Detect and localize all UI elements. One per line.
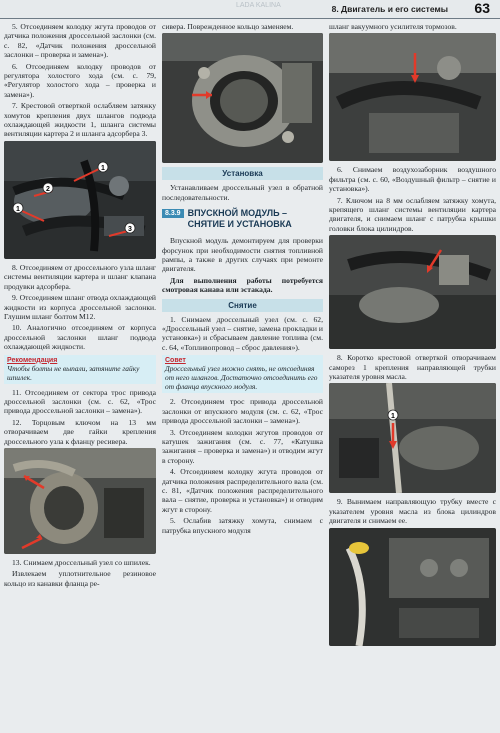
note-title: Рекомендация	[7, 356, 58, 364]
paragraph: Извлекаем уплотнительное резиновое кольцо из канавки фланца ре-	[4, 569, 156, 588]
install-heading: Установка	[162, 167, 323, 180]
page-header	[0, 0, 500, 19]
paragraph: 4. Отсоединяем колодку жгута проводов от датчика положения распределительного вала (см. с. 81, «Датчик положения распределительного вала – снятие, проверка и установка») и отводим жгут в сторону.	[162, 467, 323, 514]
removal-heading: Снятие	[162, 299, 323, 312]
header-ghost-text: LADA KALINA	[236, 2, 281, 9]
paragraph: 6. Отсоединяем колодку проводов от регулятора холостого хода (см. с. 79, «Регулятор холостого хода – проверка и замена»).	[4, 61, 156, 99]
paragraph: Для выполнения работы потребуется смотровая канава или эстакада.	[162, 275, 323, 295]
column-middle	[162, 22, 323, 733]
paragraph: 13. Снимаем дроссельный узел со шпилек.	[12, 557, 151, 567]
paragraph: 11. Отсоединяем от сектора трос привода дроссельной заслонки (см. с. 62, «Трос привода дроссельной заслонки – замена»).	[4, 387, 156, 416]
callout-3: 3	[128, 225, 132, 233]
recommendation-note	[4, 355, 156, 384]
photo-dipstick-screw	[329, 383, 496, 493]
photo-hoses	[4, 141, 156, 259]
callout-1: 1	[101, 164, 105, 172]
note-text: Чтобы болты не выпали, затяните гайку шпилек.	[7, 363, 140, 382]
paragraph: 6. Снимаем воздухозаборник воздушного фильтра (см. с. 60, «Воздушный фильтр – снятие и установка»).	[329, 165, 496, 194]
paragraph: 9. Отсоединяем шланг отвода охлаждающей жидкости из корпуса дроссельной заслонки. Глушим шланг болтом М12.	[4, 293, 156, 321]
callout-2: 2	[46, 185, 50, 193]
section-heading	[162, 208, 323, 230]
paragraph: 1. Снимаем дроссельный узел (см. с. 62, «Дроссельный узел – снятие, замена прокладки и установка») и сбрасываем давление топлива (см. с. 64, «Топливопровод – сброс давления»).	[162, 314, 323, 352]
paragraph: Устанавливаем дроссельный узел в обратной последовательности.	[162, 183, 323, 202]
photo-dipstick-tube	[329, 528, 496, 646]
paragraph: 7. Ключом на 8 мм ослабляем затяжку хомута, крепящего шланг системы вентиляции картера двигателя, и снимаем шланг с патрубка крышки головки блока цилиндров.	[329, 195, 496, 233]
column-left	[4, 22, 156, 733]
column-right	[329, 22, 496, 733]
paragraph: Впускной модуль демонтируем для проверки форсунок при необходимости снятия топливной рампы, а также в других случаях при ремонте двигателя.	[162, 236, 323, 274]
section-number: 8.3.9	[162, 209, 184, 218]
paragraph: шланг вакуумного усилителя тормозов.	[329, 22, 457, 31]
photo-throttle-body	[162, 33, 323, 163]
paragraph: 8. Коротко крестовой отверткой отворачиваем саморез 1 крепления направляющей трубки указателя уровня масла.	[329, 353, 496, 382]
page-number: 63	[474, 0, 490, 16]
advice-note	[162, 355, 323, 393]
callout-1: 1	[391, 413, 395, 421]
photo-ventilation-hose	[329, 235, 496, 349]
callout-1b: 1	[16, 205, 20, 213]
paragraph: 2. Отсоединяем трос привода дроссельной заслонки от впускного модуля (см. с. 62, «Трос привода дроссельной заслонки – замена»).	[162, 397, 323, 426]
paragraph: 10. Аналогично отсоединяем от корпуса дроссельной заслонки шланг подвода охлаждающей жидкости.	[4, 323, 156, 352]
paragraph: сивера. Поврежденное кольцо заменяем.	[162, 22, 294, 31]
photo-throttle-nuts	[4, 448, 156, 554]
paragraph: 7. Крестовой отверткой ослабляем затяжку хомутов крепления двух шлангов подвода охлаждающей жидкости 1, шланга системы вентиляции картера 2 и шланга адсорбера 3.	[4, 101, 156, 139]
paragraph: 5. Ослабив затяжку хомута, снимаем с патрубка впускного модуля	[162, 516, 323, 535]
photo-vacuum-hose	[329, 33, 496, 161]
section-heading-title: ВПУСКНОЙ МОДУЛЬ – СНЯТИЕ И УСТАНОВКА	[187, 208, 292, 230]
paragraph: 5. Отсоединяем колодку жгута проводов от датчика положения дроссельной заслонки (см. с. 82, «Датчик положения дроссельной заслонки – проверка и замена»).	[4, 22, 156, 60]
paragraph: 8. Отсоединяем от дроссельного узла шланг системы вентиляции картера и шланг клапана продувки адсорбера.	[4, 262, 156, 291]
note-title: Совет	[165, 357, 186, 365]
section-title: 8. Двигатель и его системы	[331, 4, 448, 14]
paragraph: 3. Отсоединяем колодки жгутов проводов от катушек зажигания (см. с. 77, «Катушка зажигания – проверка и замена») и отводим жгут в сторону.	[162, 427, 323, 465]
note-text: Дроссельный узел можно снять, не отсоединяя от него шлангов. Достаточно отсоединить его от фланца впускного модуля.	[165, 364, 318, 392]
paragraph: 12. Торцовым ключом на 13 мм отворачиваем две гайки крепления дроссельного узла к фланцу ресивера.	[4, 417, 156, 446]
paragraph: 9. Вынимаем направляющую трубку вместе с указателем уровня масла из блока цилиндров двигателя и снимаем ее.	[329, 497, 496, 526]
